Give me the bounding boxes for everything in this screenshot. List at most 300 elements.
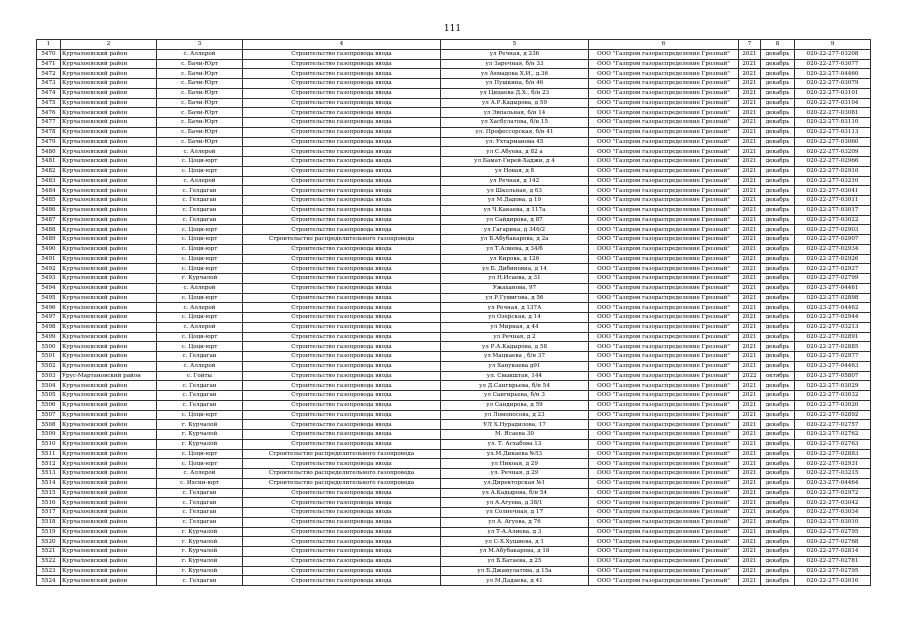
table-cell: 020-22-277-03041 — [795, 186, 871, 196]
table-cell: 5492 — [37, 264, 61, 274]
table-row — [37, 264, 871, 274]
table-cell: ООО "Газпром газораспределение Грозный" — [589, 98, 739, 108]
table-cell: 020-22-277-03209 — [795, 147, 871, 157]
table-cell: 2021 — [739, 303, 761, 313]
table-cell: 020-22-277-03213 — [795, 322, 871, 332]
table-cell: 2021 — [739, 137, 761, 147]
table-cell: ул М.Абубакарова, д 18 — [441, 547, 589, 557]
table-cell: 020-23-277-04461 — [795, 283, 871, 293]
column-header: 3 — [157, 40, 243, 50]
table-cell: ул Сангирьева, б/н 3 — [441, 391, 589, 401]
table-row — [37, 566, 871, 576]
table-cell: 2021 — [739, 410, 761, 420]
table-cell: 020-22-277-03210 — [795, 176, 871, 186]
table-cell: г. Курчалой — [157, 537, 243, 547]
table-cell: Курчалоевский район — [61, 137, 157, 147]
table-cell: декабрь — [761, 293, 795, 303]
table-cell: Курчалоевский район — [61, 303, 157, 313]
table-cell: Строительство газопровода ввода — [243, 225, 441, 235]
table-cell: 5510 — [37, 439, 61, 449]
table-cell: с. Цоци-юрт — [157, 244, 243, 254]
table-cell: Строительство газопровода ввода — [243, 244, 441, 254]
table-cell: Строительство газопровода ввода — [243, 420, 441, 430]
table-cell: 020-22-277-03017 — [795, 205, 871, 215]
table-cell: 2021 — [739, 205, 761, 215]
table-cell: 5507 — [37, 410, 61, 420]
table-cell: декабрь — [761, 420, 795, 430]
table-cell: 5493 — [37, 274, 61, 284]
table-cell: 020-22-277-02883 — [795, 449, 871, 459]
table-cell: ул А.Агуева, д 38/1 — [441, 498, 589, 508]
table-cell: 020-23-277-04464 — [795, 478, 871, 488]
table-cell: 2021 — [739, 118, 761, 128]
table-row — [37, 488, 871, 498]
table-cell: ООО "Газпром газораспределение Грозный" — [589, 157, 739, 167]
table-cell: 5519 — [37, 527, 61, 537]
table-cell: декабрь — [761, 498, 795, 508]
table-cell: Строительство газопровода ввода — [243, 274, 441, 284]
table-cell: Строительство газопровода ввода — [243, 49, 441, 59]
table-cell: 5481 — [37, 157, 61, 167]
table-cell: Курчалоевский район — [61, 59, 157, 69]
table-cell: ООО "Газпром газораспределение Грозный" — [589, 498, 739, 508]
table-cell: Курчалоевский район — [61, 556, 157, 566]
table-cell: ул Пушкина, б/н 46 — [441, 79, 589, 89]
table-cell: декабрь — [761, 79, 795, 89]
table-cell: 020-22-277-03016 — [795, 576, 871, 586]
table-row — [37, 283, 871, 293]
table-cell: с. Аллерой — [157, 361, 243, 371]
table-cell: 020-22-277-02757 — [795, 420, 871, 430]
table-cell: ООО "Газпром газораспределение Грозный" — [589, 371, 739, 381]
table-cell: с. Аллерой — [157, 322, 243, 332]
table-cell: ул Цицаева Д.Х., б/н 23 — [441, 88, 589, 98]
table-row — [37, 556, 871, 566]
table-cell: 020-22-277-02799 — [795, 274, 871, 284]
table-cell: 5516 — [37, 498, 61, 508]
table-row — [37, 79, 871, 89]
table-cell: с. Цоци-юрт — [157, 254, 243, 264]
table-cell: ООО "Газпром газораспределение Грозный" — [589, 410, 739, 420]
table-cell: 020-22-277-02898 — [795, 293, 871, 303]
table-cell: 5489 — [37, 235, 61, 245]
table-cell: 2021 — [739, 332, 761, 342]
table-cell: декабрь — [761, 196, 795, 206]
table-cell: с. Бачи-Юрт — [157, 98, 243, 108]
table-cell: 2021 — [739, 459, 761, 469]
table-cell: 5518 — [37, 517, 61, 527]
table-cell: Строительство распределительного газопровода — [243, 235, 441, 245]
table-cell: 2021 — [739, 322, 761, 332]
table-cell: 020-22-277-03113 — [795, 127, 871, 137]
table-cell: ООО "Газпром газораспределение Грозный" — [589, 478, 739, 488]
table-cell: 020-22-277-02885 — [795, 342, 871, 352]
table-cell: с. Аллерой — [157, 283, 243, 293]
table-row — [37, 59, 871, 69]
table-cell: декабрь — [761, 157, 795, 167]
table-cell: 5514 — [37, 478, 61, 488]
table-cell: ул. Ухтарманова 45 — [441, 137, 589, 147]
table-cell: 5506 — [37, 400, 61, 410]
table-row — [37, 430, 871, 440]
header-row — [37, 40, 871, 50]
table-cell: декабрь — [761, 381, 795, 391]
table-cell: 020-23-277-04462 — [795, 303, 871, 313]
table-cell: ул Речная, д 142 — [441, 176, 589, 186]
page-number: 111 — [443, 24, 462, 34]
table-cell: 2021 — [739, 225, 761, 235]
table-cell: 2021 — [739, 508, 761, 518]
table-cell: Курчалоевский район — [61, 205, 157, 215]
table-row — [37, 88, 871, 98]
table-cell: Строительство газопровода ввода — [243, 293, 441, 303]
table-cell: Строительство газопровода ввода — [243, 508, 441, 518]
table-cell: 2021 — [739, 488, 761, 498]
table-cell: ул А.Кадырова, б/н 54 — [441, 488, 589, 498]
table-row — [37, 332, 871, 342]
table-cell: 2021 — [739, 79, 761, 89]
table-cell: 5483 — [37, 176, 61, 186]
table-cell: Строительство газопровода ввода — [243, 566, 441, 576]
table-cell: ООО "Газпром газораспределение Грозный" — [589, 205, 739, 215]
table-cell: Курчалоевский район — [61, 449, 157, 459]
table-cell: 5475 — [37, 98, 61, 108]
table-cell: с. Цоци-юрт — [157, 410, 243, 420]
table-cell: Курчалоевский район — [61, 264, 157, 274]
table-cell: Строительство газопровода ввода — [243, 381, 441, 391]
table-cell: Строительство газопровода ввода — [243, 127, 441, 137]
table-cell: ул Бамат-Гирей-Хаджи, д 4 — [441, 157, 589, 167]
table-cell: с. Бачи-Юрт — [157, 59, 243, 69]
table-cell: 020-22-277-02814 — [795, 547, 871, 557]
table-cell: Строительство газопровода ввода — [243, 186, 441, 196]
table-cell: 5471 — [37, 59, 61, 69]
table-row — [37, 127, 871, 137]
table-cell: декабрь — [761, 264, 795, 274]
table-cell: 020-22-277-03020 — [795, 400, 871, 410]
table-cell: ООО "Газпром газораспределение Грозный" — [589, 420, 739, 430]
table-row — [37, 108, 871, 118]
table-cell: ул Гагарина, д 346/2 — [441, 225, 589, 235]
table-cell: Курчалоевский район — [61, 478, 157, 488]
table-row — [37, 537, 871, 547]
table-cell: 2021 — [739, 283, 761, 293]
table-cell: Курчалоевский район — [61, 342, 157, 352]
table-cell: 5490 — [37, 244, 61, 254]
table-cell: ООО "Газпром газораспределение Грозный" — [589, 225, 739, 235]
table-cell: 5512 — [37, 459, 61, 469]
table-cell: с. Бачи-Юрт — [157, 108, 243, 118]
table-cell: декабрь — [761, 556, 795, 566]
table-row — [37, 517, 871, 527]
table-cell: с. Аллерой — [157, 49, 243, 59]
table-row — [37, 235, 871, 245]
table-cell: Строительство газопровода ввода — [243, 166, 441, 176]
table-cell: Курчалоевский район — [61, 508, 157, 518]
table-cell: Строительство газопровода ввода — [243, 108, 441, 118]
table-cell: с. Цоци-юрт — [157, 313, 243, 323]
table-cell: 020-22-277-02768 — [795, 537, 871, 547]
table-cell: Строительство газопровода ввода — [243, 361, 441, 371]
table-cell: Курчалоевский район — [61, 391, 157, 401]
table-cell: 020-22-277-02934 — [795, 244, 871, 254]
table-cell: с. Гелдаган — [157, 205, 243, 215]
table-cell: декабрь — [761, 332, 795, 342]
table-cell: декабрь — [761, 176, 795, 186]
table-cell: Строительство распределительного газопровода — [243, 469, 441, 479]
table-cell: ООО "Газпром газораспределение Грозный" — [589, 400, 739, 410]
table-cell: декабрь — [761, 59, 795, 69]
table-cell: с. Бачи-Юрт — [157, 127, 243, 137]
table-cell: 020-22-277-03081 — [795, 108, 871, 118]
table-cell: ООО "Газпром газораспределение Грозный" — [589, 547, 739, 557]
table-cell: 5513 — [37, 469, 61, 479]
table-row — [37, 459, 871, 469]
table-cell: 2021 — [739, 469, 761, 479]
table-cell: Курчалоевский район — [61, 498, 157, 508]
table-cell: Строительство газопровода ввода — [243, 517, 441, 527]
table-row — [37, 420, 871, 430]
table-row — [37, 449, 871, 459]
table-cell: декабрь — [761, 459, 795, 469]
table-cell: декабрь — [761, 342, 795, 352]
table-cell: Строительство газопровода ввода — [243, 137, 441, 147]
table-cell: с. Цоци-юрт — [157, 235, 243, 245]
table-cell: декабрь — [761, 478, 795, 488]
table-cell: декабрь — [761, 69, 795, 79]
table-cell: Курчалоевский район — [61, 293, 157, 303]
table-row — [37, 293, 871, 303]
table-cell: ул Ломоносова, д 23 — [441, 410, 589, 420]
table-cell: 020-22-277-03022 — [795, 215, 871, 225]
table-cell: Урус-Мартановский район — [61, 371, 157, 381]
table-row — [37, 439, 871, 449]
registry-table — [36, 39, 871, 586]
table-cell: 2021 — [739, 391, 761, 401]
column-header: 2 — [61, 40, 157, 50]
table-cell: декабрь — [761, 186, 795, 196]
table-cell: 020-22-277-03042 — [795, 498, 871, 508]
table-cell: с. Гелдаган — [157, 391, 243, 401]
table-cell: 2021 — [739, 527, 761, 537]
table-cell: Курчалоевский район — [61, 517, 157, 527]
table-cell: ООО "Газпром газораспределение Грозный" — [589, 322, 739, 332]
table-cell: 020-22-277-03077 — [795, 59, 871, 69]
table-row — [37, 196, 871, 206]
table-cell: декабрь — [761, 49, 795, 59]
table-cell: Строительство газопровода ввода — [243, 527, 441, 537]
table-cell: ул Т.Алиева, д 34/б — [441, 244, 589, 254]
table-cell: Строительство распределительного газопровода — [243, 449, 441, 459]
table-cell: г. Курчалой — [157, 566, 243, 576]
table-cell: Курчалоевский район — [61, 430, 157, 440]
table-cell: 5500 — [37, 342, 61, 352]
table-cell: с. Гойты — [157, 371, 243, 381]
table-cell: Курчалоевский район — [61, 235, 157, 245]
table-cell: декабрь — [761, 439, 795, 449]
table-cell: ул Т-А.Алиева, д 3 — [441, 527, 589, 537]
table-cell: декабрь — [761, 391, 795, 401]
table-cell: 5491 — [37, 254, 61, 264]
table-cell: 2021 — [739, 352, 761, 362]
table-cell: ООО "Газпром газораспределение Грозный" — [589, 147, 739, 157]
column-header: 6 — [589, 40, 739, 50]
table-cell: Строительство газопровода ввода — [243, 576, 441, 586]
table-cell: декабрь — [761, 449, 795, 459]
table-cell: 5520 — [37, 537, 61, 547]
table-cell: Строительство газопровода ввода — [243, 547, 441, 557]
table-cell: ООО "Газпром газораспределение Грозный" — [589, 118, 739, 128]
table-cell: Строительство газопровода ввода — [243, 176, 441, 186]
table-cell: Строительство газопровода ввода — [243, 283, 441, 293]
table-cell: с. Цоци-юрт — [157, 459, 243, 469]
table-cell: Курчалоевский район — [61, 488, 157, 498]
table-cell: 5470 — [37, 49, 61, 59]
table-cell: 5473 — [37, 79, 61, 89]
table-cell: 2021 — [739, 547, 761, 557]
table-cell: Строительство газопровода ввода — [243, 205, 441, 215]
table-cell: ул М.Дадова, д 19 — [441, 196, 589, 206]
table-cell: 2021 — [739, 381, 761, 391]
table-cell: ООО "Газпром газораспределение Грозный" — [589, 215, 739, 225]
column-header: 8 — [761, 40, 795, 50]
table-cell: 5524 — [37, 576, 61, 586]
table-cell: декабрь — [761, 225, 795, 235]
table-cell: декабрь — [761, 283, 795, 293]
table-cell: ул Ахмадова Х.И., д.36 — [441, 69, 589, 79]
table-body — [37, 49, 871, 585]
table-cell: ул Речная, д 137А — [441, 303, 589, 313]
table-cell: Строительство газопровода ввода — [243, 342, 441, 352]
table-cell: ООО "Газпром газораспределение Грозный" — [589, 108, 739, 118]
table-cell: с. Бачи-Юрт — [157, 118, 243, 128]
table-cell: ООО "Газпром газораспределение Грозный" — [589, 352, 739, 362]
table-row — [37, 225, 871, 235]
table-cell: декабрь — [761, 88, 795, 98]
table-cell: ООО "Газпром газораспределение Грозный" — [589, 88, 739, 98]
table-cell: ул Школьная, д 63 — [441, 186, 589, 196]
table-cell: 5499 — [37, 332, 61, 342]
table-cell: Курчалоевский район — [61, 576, 157, 586]
table-cell: 2021 — [739, 254, 761, 264]
table-cell: Курчалоевский район — [61, 69, 157, 79]
table-cell: Курчалоевский район — [61, 547, 157, 557]
table-cell: декабрь — [761, 274, 795, 284]
table-cell: 5478 — [37, 127, 61, 137]
table-cell: ул. Свыкштая, 144 — [441, 371, 589, 381]
table-cell: 020-22-277-02781 — [795, 556, 871, 566]
table-cell: 2021 — [739, 420, 761, 430]
table-cell: ООО "Газпром газораспределение Грозный" — [589, 332, 739, 342]
table-cell: с. Аллерой — [157, 303, 243, 313]
table-cell: ул.Директорская №1 — [441, 478, 589, 488]
table-cell: 2021 — [739, 157, 761, 167]
table-cell: Строительство распределительного газопровода — [243, 478, 441, 488]
table-cell: Курчалоевский район — [61, 166, 157, 176]
table-cell: декабрь — [761, 352, 795, 362]
table-cell: 2021 — [739, 147, 761, 157]
table-cell: ул А.Р.Кадырова, д 59 — [441, 98, 589, 108]
table-cell: 020-22-277-03032 — [795, 391, 871, 401]
table-cell: 5495 — [37, 293, 61, 303]
table-cell: ООО "Газпром газораспределение Грозный" — [589, 49, 739, 59]
table-cell: Строительство газопровода ввода — [243, 498, 441, 508]
table-cell: с. Цоци-юрт — [157, 332, 243, 342]
table-cell: ООО "Газпром газораспределение Грозный" — [589, 313, 739, 323]
table-cell: 2021 — [739, 49, 761, 59]
table-cell: 5503 — [37, 371, 61, 381]
table-cell: декабрь — [761, 469, 795, 479]
table-cell: ул М.Дадаева, д 41 — [441, 576, 589, 586]
table-cell: 2021 — [739, 439, 761, 449]
table-cell: ООО "Газпром газораспределение Грозный" — [589, 293, 739, 303]
table-cell: 2021 — [739, 127, 761, 137]
table-cell: Строительство газопровода ввода — [243, 118, 441, 128]
table-cell: ООО "Газпром газораспределение Грозный" — [589, 469, 739, 479]
table-cell: ООО "Газпром газораспределение Грозный" — [589, 186, 739, 196]
table-cell: декабрь — [761, 127, 795, 137]
table-cell: ул Никоая, д 29 — [441, 459, 589, 469]
table-cell: 020-22-277-02931 — [795, 459, 871, 469]
table-cell: 5477 — [37, 118, 61, 128]
table-cell: декабрь — [761, 576, 795, 586]
table-cell: с. Гелдаган — [157, 381, 243, 391]
table-cell: с. Гелдаган — [157, 498, 243, 508]
table-cell: Строительство газопровода ввода — [243, 391, 441, 401]
table-cell: ООО "Газпром газораспределение Грозный" — [589, 449, 739, 459]
table-row — [37, 118, 871, 128]
table-cell: с. Гелдаган — [157, 196, 243, 206]
table-cell: ул. Речная, д 29 — [441, 469, 589, 479]
table-cell: Строительство газопровода ввода — [243, 537, 441, 547]
table-row — [37, 342, 871, 352]
table-cell: 020-22-277-02892 — [795, 410, 871, 420]
table-cell: г. Курчалой — [157, 527, 243, 537]
table-cell: ООО "Газпром газораспределение Грозный" — [589, 342, 739, 352]
table-cell: Курчалоевский район — [61, 98, 157, 108]
table-cell: с. Цоци-юрт — [157, 264, 243, 274]
table-cell: ООО "Газпром газораспределение Грозный" — [589, 508, 739, 518]
table-cell: декабрь — [761, 508, 795, 518]
table-cell: ул Хасбулатова, б/н 15 — [441, 118, 589, 128]
table-cell: ООО "Газпром газораспределение Грозный" — [589, 391, 739, 401]
table-cell: Курчалоевский район — [61, 225, 157, 235]
table-cell: 2021 — [739, 430, 761, 440]
table-cell: 2021 — [739, 449, 761, 459]
table-cell: Курчалоевский район — [61, 176, 157, 186]
table-cell: 2021 — [739, 235, 761, 245]
table-cell: 020-22-277-02763 — [795, 439, 871, 449]
table-row — [37, 186, 871, 196]
table-cell: Строительство газопровода ввода — [243, 371, 441, 381]
table-cell: декабрь — [761, 537, 795, 547]
table-cell: 020-22-277-03208 — [795, 49, 871, 59]
table-cell: ООО "Газпром газораспределение Грозный" — [589, 166, 739, 176]
table-cell: Курчалоевский район — [61, 196, 157, 206]
table-cell: ООО "Газпром газораспределение Грозный" — [589, 488, 739, 498]
table-cell: ул Солнечная, д 17 — [441, 508, 589, 518]
table-cell: ул Мирная, д 44 — [441, 322, 589, 332]
table-cell: декабрь — [761, 235, 795, 245]
table-cell: 020-22-277-02891 — [795, 332, 871, 342]
table-cell: Курчалоевский район — [61, 439, 157, 449]
table-cell: Строительство газопровода ввода — [243, 313, 441, 323]
column-header: 7 — [739, 40, 761, 50]
table-cell: Строительство газопровода ввода — [243, 332, 441, 342]
table-cell: 2021 — [739, 478, 761, 488]
column-header: 5 — [441, 40, 589, 50]
table-cell: 2021 — [739, 498, 761, 508]
